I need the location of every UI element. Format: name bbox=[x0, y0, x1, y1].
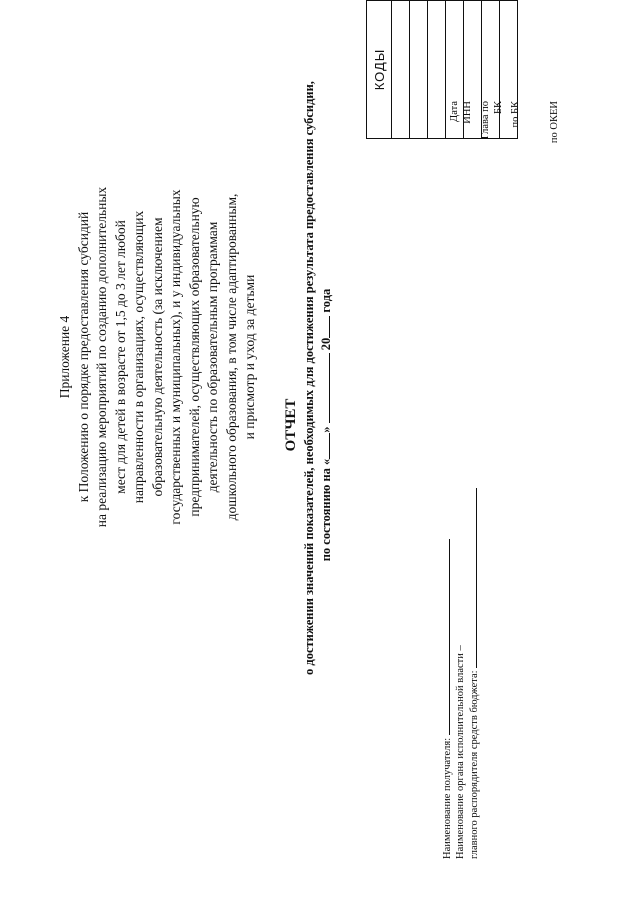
appendix-line: к Положению о порядке предоставления субсидий bbox=[75, 211, 91, 503]
day-blank bbox=[318, 433, 330, 459]
authority-label-line2: главного распорядителя средств бюджета: bbox=[469, 670, 480, 859]
codes-table bbox=[366, 0, 518, 139]
code-cell bbox=[392, 1, 410, 139]
code-cell bbox=[428, 1, 446, 139]
appendix-line: деятельность по образовательным программам bbox=[205, 221, 220, 493]
date-label: Дата bbox=[449, 101, 460, 122]
appendix-line: дошкольного образования, в том числе адаптированным, bbox=[223, 193, 239, 521]
code-cell bbox=[464, 1, 482, 139]
po-bk-label: по БК bbox=[510, 101, 521, 128]
code-cell bbox=[500, 1, 518, 139]
code-cell bbox=[482, 1, 500, 139]
appendix-line: мест для детей в возрасте от 1,5 до 3 лет любой bbox=[112, 220, 128, 494]
appendix-header bbox=[56, 77, 260, 637]
report-date-line bbox=[318, 175, 335, 675]
authority-label-line1: Наименование органа исполнительной власти – bbox=[455, 645, 466, 859]
report-fields bbox=[440, 359, 481, 859]
appendix-line: образовательную деятельность (за исключением bbox=[149, 217, 165, 497]
appendix-line: и присмотр и уход за детьми bbox=[242, 274, 257, 440]
appendix-line: Приложение 4 bbox=[57, 315, 72, 399]
year-blank bbox=[318, 316, 330, 338]
report-title: ОТЧЕТ bbox=[283, 398, 299, 452]
inn-label: ИНН bbox=[462, 101, 473, 124]
authority-field-line2 bbox=[467, 359, 481, 859]
codes-header: КОДЫ bbox=[367, 1, 392, 139]
okei-label: по ОКЕИ bbox=[549, 101, 560, 144]
report-subtitle-line: о достижении значений показателей, необходимых для достижения результата предоставления субсидии, bbox=[302, 81, 316, 675]
recipient-label: Наименование получателя: bbox=[442, 737, 453, 859]
bk-label: БК bbox=[493, 101, 504, 115]
appendix-line: на реализацию мероприятий по созданию дополнительных bbox=[94, 186, 109, 528]
glava-label: Глава по bbox=[480, 101, 491, 140]
year-prefix: 20 bbox=[319, 337, 333, 351]
recipient-blank bbox=[440, 539, 450, 735]
code-cell bbox=[410, 1, 428, 139]
appendix-line: государственных и муниципальных), и у индивидуальных bbox=[168, 189, 183, 525]
appendix-line: направленности в организациях, осуществляющих bbox=[131, 210, 146, 504]
code-cell bbox=[446, 1, 464, 139]
date-prefix: по состоянию на « bbox=[319, 458, 333, 562]
recipient-field bbox=[440, 359, 454, 859]
year-suffix: года bbox=[319, 288, 333, 313]
date-mid: » bbox=[319, 426, 333, 433]
report-title-block bbox=[282, 81, 335, 675]
report-subtitle bbox=[301, 81, 335, 675]
appendix-line: предпринимателей, осуществляющих образовательную bbox=[186, 197, 202, 517]
month-blank bbox=[318, 353, 330, 423]
authority-field bbox=[454, 359, 467, 859]
authority-blank bbox=[467, 488, 477, 668]
